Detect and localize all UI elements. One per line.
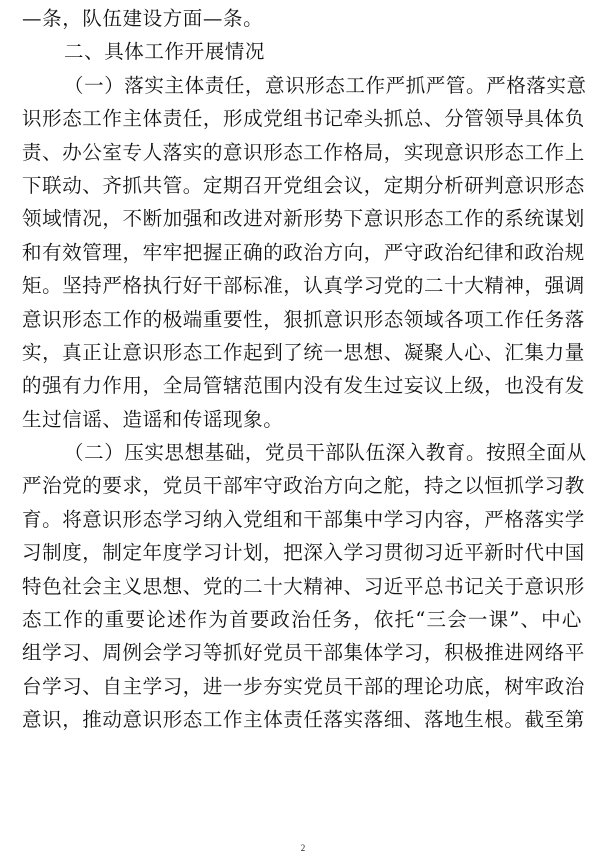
text-line-6: 下联动、齐抓共管。定期召开党组会议，定期分析研判意识形态 bbox=[22, 173, 585, 197]
text-line-11: 实，真正让意识形态工作起到了统一思想、凝聚人心、汇集力量 bbox=[22, 340, 585, 364]
text-line-18: 特色社会主义思想、党的二十大精神、习近平总书记关于意识形 bbox=[22, 574, 585, 598]
text-line-20: 组学习、周例会学习等抓好党员干部集体学习，积极推进网络平 bbox=[22, 641, 585, 665]
text-line-5: 责、办公室专人落实的意识形态工作格局，实现意识形态工作上 bbox=[22, 140, 585, 164]
text-line-9: 矩。坚持严格执行好干部标准，认真学习党的二十大精神，强调 bbox=[22, 274, 585, 298]
text-line-15: 严治党的要求，党员干部牢守政治方向之舵，持之以恒抓学习教 bbox=[22, 474, 585, 498]
text-line-4: 识形态工作主体责任，形成党组书记牵头抓总、分管领导具体负 bbox=[22, 107, 585, 131]
page-number: 2 bbox=[300, 843, 306, 853]
text-line-12: 的强有力作用，全局管辖范围内没有发生过妄议上级，也没有发 bbox=[22, 374, 585, 398]
text-line-13: 生过信谣、造谣和传谣现象。 bbox=[22, 407, 284, 431]
text-line-22: 意识，推动意识形态工作主体责任落实落细、落地生根。截至第 bbox=[22, 708, 585, 732]
text-line-19: 态工作的重要论述作为首要政治任务，依托“三会一课”、中心 bbox=[22, 608, 582, 632]
body-text bbox=[22, 2, 587, 737]
text-line-1: —条，队伍建设方面—条。 bbox=[22, 7, 264, 30]
text-line-10: 意识形态工作的极端重要性，狠抓意识形态领域各项工作任务落 bbox=[22, 307, 585, 331]
text-line-7: 领域情况，不断加强和改进对新形势下意识形态工作的系统谋划 bbox=[22, 207, 585, 231]
text-line-17: 习制度，制定年度学习计划，把深入学习贯彻习近平新时代中国 bbox=[22, 541, 585, 565]
subsection-heading-1: （一）落实主体责任，意识形态工作严抓严管。严格落实意 bbox=[64, 73, 587, 97]
text-line-16: 育。将意识形态学习纳入党组和干部集中学习内容，严格落实学 bbox=[22, 507, 585, 531]
section-heading-2: 二、具体工作开展情况 bbox=[64, 40, 266, 64]
subsection-heading-2: （二）压实思想基础，党员干部队伍深入教育。按照全面从 bbox=[64, 441, 587, 465]
text-line-21: 台学习、自主学习，进一步夯实党员干部的理论功底，树牢政治 bbox=[22, 674, 585, 698]
text-line-8: 和有效管理，牢牢把握正确的政治方向，严守政治纪律和政治规 bbox=[22, 240, 585, 264]
